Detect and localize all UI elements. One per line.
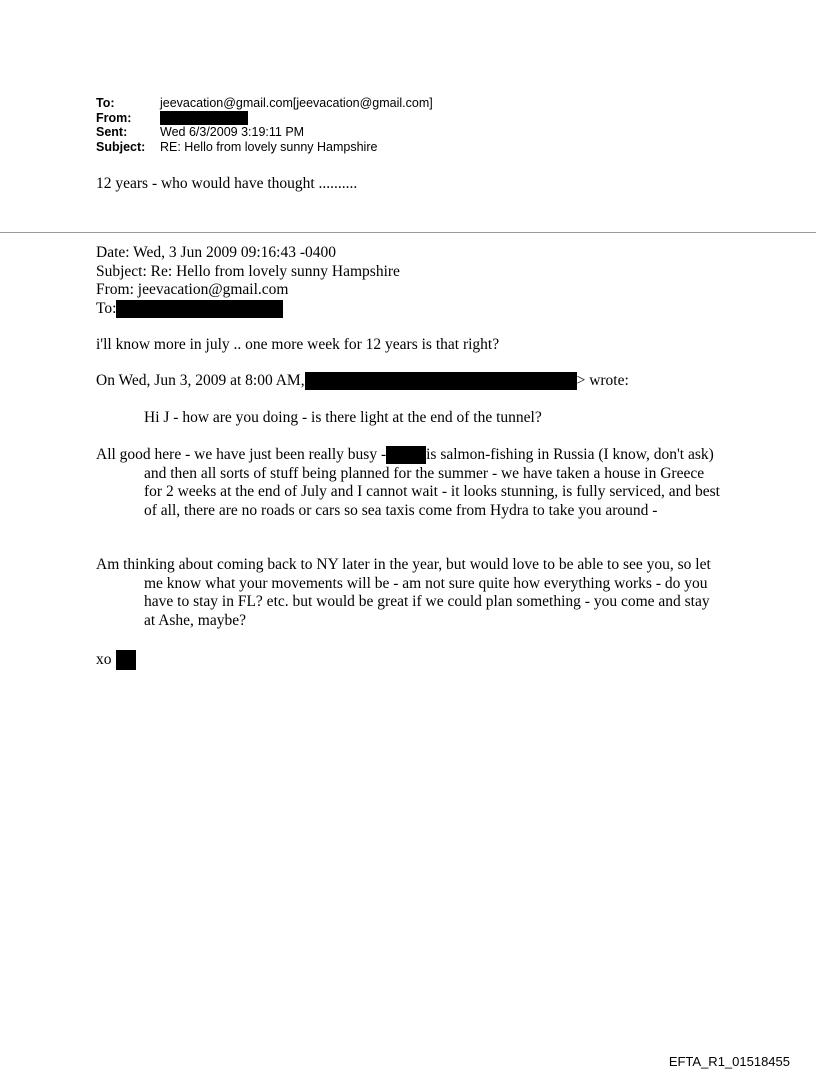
- redaction-box: [160, 111, 248, 125]
- on-wrote-suffix: > wrote:: [576, 372, 629, 389]
- quoted-to-row: [96, 300, 400, 319]
- on-wrote-line: [96, 372, 696, 391]
- sent-label: Sent:: [96, 125, 128, 139]
- subject-value: RE: Hello from lovely sunny Hampshire: [160, 139, 378, 154]
- from-label: From:: [96, 110, 132, 125]
- paragraph-1: [96, 446, 724, 520]
- greeting: Hi J - how are you doing - is there light at the end of the tunnel?: [144, 409, 542, 426]
- reply-body: 12 years - who would have thought ..........: [96, 175, 358, 192]
- divider: [0, 232, 816, 233]
- on-wrote-prefix: On Wed, Jun 3, 2009 at 8:00 AM,: [96, 372, 305, 389]
- email-header: [96, 96, 433, 154]
- quoted-body: i'll know more in july .. one more week for 12 years is that right?: [96, 336, 500, 353]
- subject-label: Subject:: [96, 139, 146, 154]
- quoted-to-label: To:: [96, 299, 117, 317]
- to-value: jeevacation@gmail.com[jeevacation@gmail.com]: [160, 96, 433, 110]
- quoted-header: [96, 244, 400, 318]
- to-label: To:: [96, 96, 115, 110]
- document-id: EFTA_R1_01518455: [668, 1054, 790, 1069]
- redaction-box: [305, 372, 577, 390]
- redaction-box: [116, 300, 283, 318]
- redaction-box: [116, 650, 136, 670]
- quoted-from: From: jeevacation@gmail.com: [96, 281, 289, 298]
- redaction-box: [386, 446, 426, 464]
- paragraph-1-start: All good here - we have just been really busy -: [96, 446, 387, 463]
- sent-value: Wed 6/3/2009 3:19:11 PM: [160, 125, 305, 139]
- paragraph-1-end: is salmon-fishing in Russia (I know, don't ask) and then all sorts of stuff being planned for the summer - we have taken a house in Greece for 2 weeks at the end of July and I cannot wait - it looks stunning, is fully serviced, and best of all, there are no roads or cars so sea taxis come from Hydra to take you around -: [144, 446, 720, 519]
- subject-row: [96, 140, 433, 155]
- quoted-subject: Subject: Re: Hello from lovely sunny Hampshire: [96, 262, 400, 280]
- signoff-text: xo: [96, 651, 112, 668]
- to-row: [96, 96, 433, 111]
- from-row: [96, 111, 433, 126]
- quoted-date: Date: Wed, 3 Jun 2009 09:16:43 -0400: [96, 244, 336, 261]
- paragraph-2: Am thinking about coming back to NY later in the year, but would love to be able to see you, so let me know what your movements will be - am not sure quite how everything works - do you have to stay in FL? etc. but would be great if we could plan something - you come and stay at Ashe, maybe?: [96, 556, 711, 629]
- sent-row: [96, 125, 433, 140]
- signoff: [96, 650, 136, 670]
